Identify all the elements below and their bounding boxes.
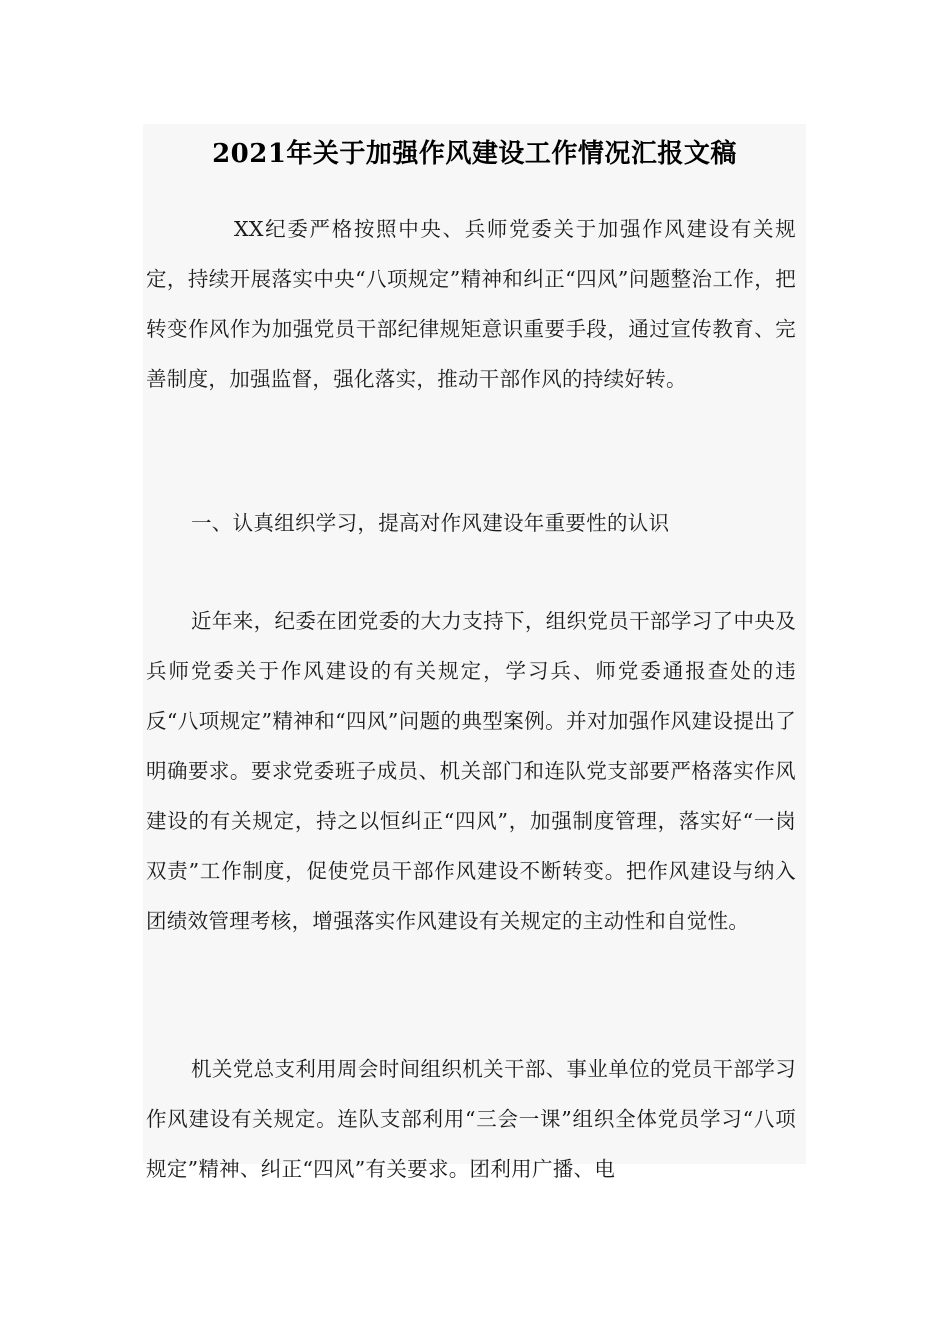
document-title: 2021年关于加强作风建设工作情况汇报文稿 — [212, 139, 737, 169]
body-paragraph: 近年来，纪委在团党委的大力支持下，组织党员干部学习了中央及兵师党委关于作风建设的有关规定，学习兵、师党委通报查处的违反“八项规定”精神和“四风”问题的典型案例。并对加强作风建设提出了明确要求。要求党委班子成员、机关部门和连队党支部要严格落实作风建设的有关规定，持之以恒纠正“四风”，加强制度管理，落实好“一岗双责”工作制度，促使党员干部作风建设不断转变。把作风建设与纳入团绩效管理考核，增强落实作风建设有关规定的主动性和自觉性。 — [146, 609, 796, 933]
section-heading: 一、认真组织学习，提高对作风建设年重要性的认识 — [191, 511, 670, 535]
body-paragraph: 机关党总支利用周会时间组织机关干部、事业单位的党员干部学习作风建设有关规定。连队支部利用“三会一课”组织全体党员学习“八项规定”精神、纠正“四风”有关要求。团利用广播、电 — [146, 1057, 796, 1181]
intro-paragraph: XX纪委严格按照中央、兵师党委关于加强作风建设有关规定，持续开展落实中央“八项规定”精神和纠正“四风”问题整治工作，把转变作风作为加强党员干部纪律规矩意识重要手段，通过宣传教育、完善制度，加强监督，强化落实，推动干部作风的持续好转。 — [146, 217, 796, 391]
document-content — [143, 124, 806, 1181]
